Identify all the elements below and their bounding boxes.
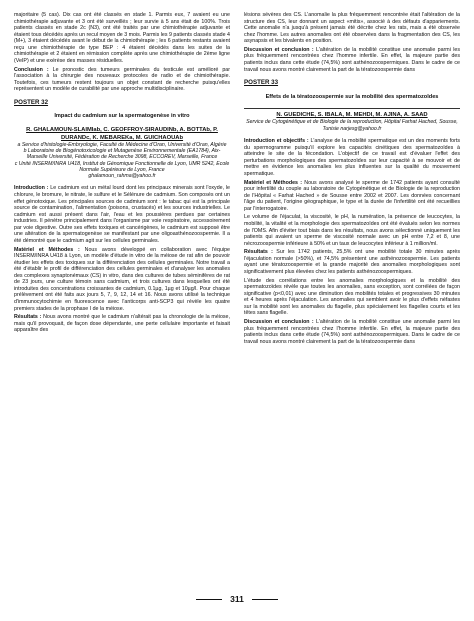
footer-rule-right <box>252 599 278 600</box>
section-text: Nous avons montré que le cadmium n'altérait pas la chronologie de la méiose, mais qu'il provoquait, de façon dose dépendante, une perte cellulaire importante et faisait apparaître des <box>14 314 230 334</box>
right-column <box>244 12 460 348</box>
discussion-paragraph <box>244 47 460 73</box>
page-footer <box>0 594 474 604</box>
section-text: L'altération de la mobilité constitue une anomalie parmi les plus fréquemment rencontrées chez l'homme infertile. En effet, la majeure partie des patients inclus dans cette étude (74,5%) sont asthénozoospermiques. Dans le cadre de ce travail nous avons montré clairement la part de la tératozoospermie dans <box>244 46 460 73</box>
discussion-paragraph <box>244 319 460 345</box>
footer-rule-left <box>196 599 222 600</box>
section-text: L'analyse de la mobilité spermatique est un des moments forts du spermogramme puisqu'il explore les capacités cinétiques des spermatozoïdes à atteindre le site de la fécondation. L'objectif de ce travail est d'évaluer l'effet des perturbations morphologiques des spermatozoïdes sur leur capacité à se mouvoir et de mettre en évidence les anomalies les plus influentes sur la qualité du mouvement spermatique. <box>244 138 460 177</box>
article-title: Effets de la tératozoospermie sur la mobilité des spermatozoïdes <box>265 93 439 100</box>
affiliation-1: Service de Cytogénétique et de Biologie de la reproduction, Hôpital Farhat Hached, Sousse, Tunisie narjesg@yahoo.fr <box>246 119 458 132</box>
article-title: Impact du cadmium sur la spermatogenèse in vitro <box>54 113 190 120</box>
poster-label: POSTER 32 <box>14 98 49 106</box>
methods-paragraph-2: Le volume de l'éjaculat, la viscosité, le pH, la numération, la présence de leucocytes, la mobilité, la vitalité et la morphologie des spermatozoïdes ont été évalués selon les normes de l'OMS. Afin d'éviter tout biais dans les résultats, nous avons sélectionné uniquement les patients qui avaient un sperme de viscosité normale avec un pH entre 7,2 et 8, une nécrozoospermie inférieure à 50% et un taux de leucocytes inférieur à 1 million/ml. <box>244 214 460 247</box>
section-text: L'altération de la mobilité constitue une anomalie parmi les plus fréquemment rencontrées chez l'homme infertile. En effet, la majeure partie des patients inclus dans cette étude (74,5%) sont asthénozoospermiques. Dans le cadre de ce travail nous avons montré clairement la part de la tératozoospermie dans <box>244 319 460 345</box>
divider <box>244 108 460 109</box>
section-label: Discussion et conclusion : <box>244 319 314 326</box>
introduction-paragraph <box>244 138 460 177</box>
poster-label: POSTER 33 <box>244 79 279 87</box>
two-column-layout <box>14 12 460 348</box>
section-text: Le cadmium est un métal lourd dont les principaux minerais sont l'oxyde, le chlorure, le bromure, le nitrate, le sulfure et le Sélénure de cadmium. Son composés ont un effet génotoxique. Les principales sources de cadmium sont : le tabac qui est la principale source de contamination, l'alimentation (poisons, crustacés) et les sources industrielles. Le cadmium est aussi présent dans l'air, l'eau et les poussières perdues par certaines industries. Il pénètre principalement dans l'organisme par voie respiratoire, accessoirement par voie digestive. Outre ses effets toxiques et cancérigènes, le cadmium est supposé être une altération de la spermatogenèse se manifestant par une oligoasthénozoospermie. Il a été démontré que le cadmium agit sur les cellules germinales. <box>14 185 230 244</box>
affiliation-b: b Laboratoire de Biogénotoxicologie et Mutagenèse Environnementale (EA1784), Aix-Marseille Université, Fédération de Recherche 3098, ECCOREV, Marseille, France <box>23 148 221 161</box>
results-paragraph <box>14 314 230 334</box>
affiliations <box>14 142 230 180</box>
section-label: Matériel et Méthodes : <box>244 179 302 186</box>
section-label: Conclusion : <box>14 66 49 73</box>
affiliation-a: a Service d'histologie-Embryologie, Faculté de Médecine d'Oran, Université d'Oran, Algérie <box>17 141 227 148</box>
page-number: 311 <box>230 594 244 604</box>
author-email: ghalamoun_rahma@yahoo.fr <box>88 173 156 180</box>
methods-paragraph <box>14 247 230 312</box>
paragraph-continued: majoritaire (5 cas). Dix cas ont été classés en stade 1. Parmis eux, 7 avaient eu une chimiothérapie adjuvante et 3 ont été surveillés ; leur survie à 5 ans était de 100%. Trois patients classés en stade 2c (N3), ont été traités par une chimiothérapie adjuvante et étaient tous décédés après un recul moyen de 3 mois. Parmis les 9 patients classés stade 4 (M+), 3 étaient décédés avant le début de la chimiothérapie ; les 6 patients restants avaient reçu une chimiothérapie de type BEP : 4 étaient décédés dans les suites de la chimiothérapie et 2 étaient en rémission complète après une chimiothérapie de 2ème ligne (VeIP) et une exérèse des masses résiduelles. <box>14 12 230 64</box>
left-column <box>14 12 230 348</box>
results-paragraph <box>244 249 460 275</box>
section-text: Le pronostic des tumeurs germinales du testicule est amélioré par l'association à la chirurgie des nouveaux protocoles de radio et de chimiothérapie. Toutefois, ces tumeurs restent toujours un objet constant de recherche puisqu'elles représentent un modèle de curabilité par une approche multidisciplinaire. <box>14 66 230 93</box>
section-text: Nous avons analysé le sperme de 1742 patients ayant consulté pour infertilité du couple au laboratoire de Cytogénétique et de Biologie de la reproduction de l'Hôpital « Farhat Hached » de Sousse entre 2002 et 2007. Les données concernant l'âge du patient, l'origine géographique, le type et la durée de l'infertilité ont été recueillies par l'interrogatoire. <box>244 179 460 212</box>
affiliations <box>244 119 460 132</box>
section-label: Matériel et Méthodes : <box>14 246 80 253</box>
section-text: Sur les 1742 patients, 25,5% ont une mobilité totale 30 minutes après l'éjaculation normale (>50%), et 74,5% présentent une asthénozoospermie. Les patients ayant une tératozoospermie et la grande majorité des anomalies morphologiques sont significativement plus élevées chez les patients asthénozoospermiques. <box>244 249 460 275</box>
results-paragraph-2: L'étude des corrélations entre les anomalies morphologiques et la mobilité des spermatozoïdes révèle que toutes les anomalies, sans exception, sont corrélées de façon significative (p<0,01) avec une diminution des mobilités totales et progressives 30 minutes et 4 heures après l'éjaculation. Les anomalies qui semblent avoir le plus d'effets néfastes sur la mobilité sont les anomalies du flagelle, plus spécialement les flagelles courts et les têtes sans flagelle. <box>244 277 460 317</box>
affiliation-c: c Unité INSERM/INRA U418, Institut de Génomique Fonctionnelle de Lyon, UMR 5242, Ecole Normale Supérieure de Lyon, France <box>14 160 230 173</box>
section-label: Discussion et conclusion : <box>244 46 314 53</box>
author-list: R. GHALAMOUN-SLAIMIab, C. GEOFFROY-SIRAUDINb, A. BOTTAb, P. DURANDc, K. MEBAREKa, M. GUICHAOUAb <box>26 127 218 141</box>
author-list: N. GUEDICHE, S. IBALA, M. MEHDI, M. AJINA, A. SAAD <box>276 112 428 119</box>
paragraph-continued: lésions sévères des CS. L'anomalie la plus fréquemment rencontrée était l'altération de la structure des CS, leur donnant un aspect «mitis», associé à des défauts d'appariements. Cette anomalie n'a jusqu'à présent jamais été décrite chez les rats, mais a été observée chez l'homme. Les autres anomalies ont été observées dans la fragmentation des CS, les asynapsis et les bivalents en position. <box>244 12 460 45</box>
introduction-paragraph <box>14 185 230 244</box>
methods-paragraph <box>244 180 460 213</box>
section-label: Introduction : <box>14 185 49 192</box>
conclusion-paragraph <box>14 67 230 93</box>
section-label: Résultats : <box>14 314 42 321</box>
section-text: Nous avons développé en collaboration avec l'équipe INSERM/INRA U418 à Lyon, un modèle d'étude in vitro de la méiose de rat afin de pouvoir étudier les effets des toxiques sur la différenciation des cellules germinales. Notre travail a été d'établir le profil de différenciation des cellules germinales et d'analyser les anomalies des complexes synaptonémaux (CS) in vitro, dans des cultures de tubes séminifères de rat de 23 jours, une culture témoin sans cadmium, et trois cultures dans lesquelles ont été introduites des concentrations croissantes de cadmium, 0.1µg, 1µg et 10µg/l. Pour chaque prélèvement ont été faits aux jours 5, 7, 9, 12, 14 et 16. Nous avons utilisé la technique d'immunocytochimie en fluorescence avec l'anticorps anti-SCP3 qui révèle les quatre premiers stades de la prophase I de la méiose. <box>14 246 230 312</box>
section-label: Introduction et objectifs : <box>244 138 309 145</box>
section-label: Résultats : <box>244 249 273 256</box>
